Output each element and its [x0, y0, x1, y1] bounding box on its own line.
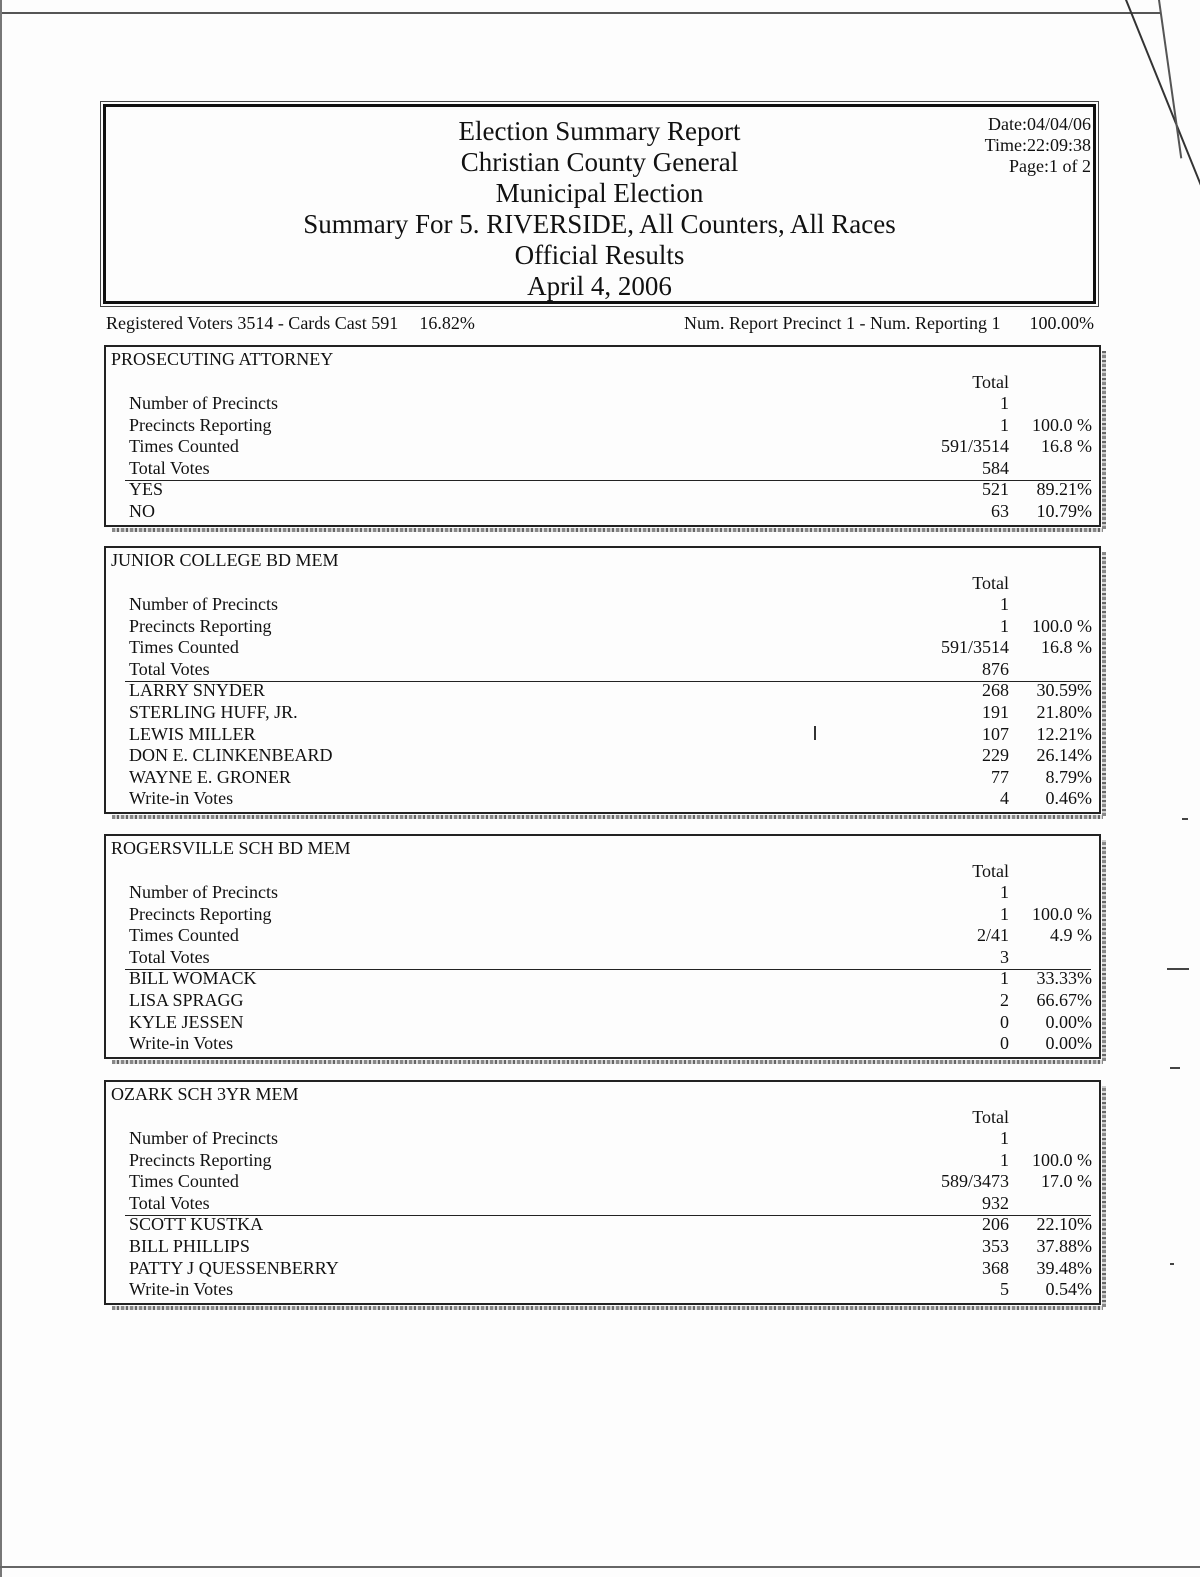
row-value: 1 [1000, 594, 1009, 614]
row-value: 268 [982, 680, 1009, 701]
total-column-header: Total [972, 573, 1009, 594]
row-percent: 12.21% [1036, 723, 1092, 744]
candidate-row [106, 1279, 1099, 1301]
race-title: ROGERSVILLE SCH BD MEM [111, 838, 351, 858]
row-value: 206 [982, 1214, 1009, 1235]
report-stamp [985, 114, 1091, 177]
candidate-row [106, 1012, 1099, 1034]
row-label: Precincts Reporting [129, 615, 272, 636]
row-percent: 100.0 % [1032, 615, 1092, 636]
row-label: Total Votes [129, 457, 210, 478]
race-box [104, 345, 1101, 527]
row-value: 521 [982, 479, 1009, 500]
stat-row [106, 925, 1099, 947]
row-label: Precincts Reporting [129, 1149, 272, 1170]
stat-row [106, 882, 1099, 904]
row-label: Precincts Reporting [129, 903, 272, 924]
report-time: Time:22:09:38 [984, 135, 1091, 155]
row-label: NO [129, 501, 155, 521]
row-value: 107 [982, 723, 1009, 744]
row-value: 1 [1000, 903, 1009, 924]
candidate-row [106, 1258, 1099, 1280]
margin-mark [1182, 818, 1188, 820]
row-value: 591/3514 [940, 637, 1009, 658]
report-title-block [106, 116, 1093, 302]
row-label: DON E. CLINKENBEARD [129, 745, 333, 766]
row-label: STERLING HUFF, JR. [129, 702, 298, 722]
row-label: Total Votes [129, 946, 210, 967]
row-percent: 0.00% [1045, 1011, 1092, 1032]
row-percent: 26.14% [1036, 745, 1092, 766]
row-percent: 0.00% [1045, 1033, 1092, 1054]
row-value: 591/3514 [940, 436, 1009, 457]
row-label: Number of Precincts [129, 393, 278, 413]
row-label: Number of Precincts [129, 594, 278, 614]
row-label: Number of Precincts [129, 882, 278, 902]
scan-edge-top [0, 12, 1160, 14]
candidate-row [106, 767, 1099, 789]
row-label: WAYNE E. GRONER [129, 766, 291, 787]
stat-row [106, 637, 1099, 659]
row-percent: 8.79% [1045, 766, 1092, 787]
row-value: 1 [1000, 615, 1009, 636]
stat-row [106, 415, 1099, 437]
row-percent: 17.0 % [1041, 1171, 1092, 1192]
row-label: BILL WOMACK [129, 968, 257, 989]
race-box [104, 1080, 1101, 1305]
row-value: 1 [1000, 1128, 1009, 1148]
row-value: 2 [1000, 990, 1009, 1010]
candidate-row [106, 1033, 1099, 1055]
stat-row [106, 1128, 1099, 1150]
row-value: 1 [1000, 393, 1009, 413]
row-label: LARRY SNYDER [129, 680, 265, 701]
row-value: 1 [1000, 414, 1009, 435]
row-percent: 16.8 % [1041, 436, 1092, 457]
stat-row [106, 1150, 1099, 1172]
row-value: 584 [982, 457, 1009, 478]
row-percent: 16.8 % [1041, 637, 1092, 658]
report-page: Page:1 of 2 [1009, 156, 1091, 176]
stat-row [106, 594, 1099, 616]
row-percent: 10.79% [1036, 501, 1092, 521]
row-value: 5 [1000, 1279, 1009, 1300]
race-box [104, 834, 1101, 1059]
row-label: Times Counted [129, 637, 239, 658]
scan-fold-line-2 [1158, 0, 1182, 158]
row-value: 876 [982, 658, 1009, 679]
stat-row [106, 1193, 1099, 1215]
row-percent: 66.67% [1036, 990, 1092, 1010]
total-column-header: Total [972, 372, 1009, 393]
row-percent: 4.9 % [1050, 925, 1092, 946]
row-value: 191 [982, 702, 1009, 722]
total-column-header: Total [972, 861, 1009, 882]
row-label: LEWIS MILLER [129, 723, 256, 744]
row-percent: 100.0 % [1032, 903, 1092, 924]
candidate-row [106, 680, 1099, 702]
race-box [104, 546, 1101, 814]
scan-edge-bottom [0, 1566, 1200, 1568]
margin-mark [1170, 1067, 1180, 1069]
report-summary-for: Summary For 5. RIVERSIDE, All Counters, All Races [303, 209, 896, 239]
stat-row [106, 458, 1099, 480]
reporting-summary [684, 313, 1094, 334]
candidate-row [106, 479, 1099, 501]
total-column-header: Total [972, 1107, 1009, 1128]
row-label: Write-in Votes [129, 788, 234, 809]
candidate-row [106, 501, 1099, 523]
candidate-row [106, 745, 1099, 767]
row-percent: 22.10% [1036, 1214, 1092, 1235]
row-percent: 30.59% [1036, 680, 1092, 701]
row-value: 2/41 [976, 925, 1009, 946]
row-label: YES [129, 479, 164, 500]
report-official: Official Results [514, 240, 685, 270]
row-percent: 100.0 % [1032, 1149, 1092, 1170]
report-title: Election Summary Report [458, 116, 741, 146]
row-value: 3 [1000, 946, 1009, 967]
row-label: Total Votes [129, 658, 210, 679]
scan-edge-left [0, 0, 2, 1577]
race-title: PROSECUTING ATTORNEY [111, 349, 334, 369]
row-percent: 0.54% [1045, 1279, 1092, 1300]
row-percent: 0.46% [1045, 788, 1092, 809]
row-value: 1 [1000, 968, 1009, 989]
row-label: PATTY J QUESSENBERRY [129, 1257, 339, 1278]
report-date-line: April 4, 2006 [527, 271, 672, 301]
margin-mark [1167, 968, 1189, 970]
row-label: Times Counted [129, 925, 239, 946]
stat-row [106, 436, 1099, 458]
report-county: Christian County General [460, 147, 739, 177]
row-label: Write-in Votes [129, 1279, 234, 1300]
registered-voters [106, 313, 475, 334]
race-title: OZARK SCH 3YR MEM [111, 1084, 299, 1104]
candidate-row [106, 788, 1099, 810]
row-value: 353 [982, 1236, 1009, 1256]
registered-pct: 16.82% [419, 313, 475, 333]
row-label: Times Counted [129, 436, 239, 457]
row-value: 1 [1000, 882, 1009, 902]
registered-text: Registered Voters 3514 - Cards Cast 591 [106, 313, 399, 333]
candidate-row [106, 1214, 1099, 1236]
summary-line [106, 313, 1094, 335]
row-label: KYLE JESSEN [129, 1011, 244, 1032]
row-value: 77 [991, 766, 1009, 787]
reporting-pct: 100.00% [1029, 313, 1094, 333]
candidate-row [106, 1236, 1099, 1258]
margin-mark [1170, 1263, 1174, 1265]
report-date: Date:04/04/06 [988, 114, 1091, 134]
row-value: 932 [982, 1192, 1009, 1213]
candidate-row [106, 702, 1099, 724]
row-label: SCOTT KUSTKA [129, 1214, 264, 1235]
stat-row [106, 616, 1099, 638]
row-value: 63 [991, 501, 1009, 521]
candidate-row [106, 968, 1099, 990]
row-value: 368 [982, 1257, 1009, 1278]
stat-row [106, 659, 1099, 681]
row-label: Times Counted [129, 1171, 239, 1192]
row-value: 0 [1000, 1011, 1009, 1032]
report-header [103, 104, 1096, 304]
row-label: Number of Precincts [129, 1128, 278, 1148]
row-value: 0 [1000, 1033, 1009, 1054]
row-label: BILL PHILLIPS [129, 1236, 250, 1256]
row-value: 1 [1000, 1149, 1009, 1170]
row-value: 4 [1000, 788, 1009, 809]
row-percent: 39.48% [1036, 1257, 1092, 1278]
report-election: Municipal Election [495, 178, 704, 208]
stat-row [106, 947, 1099, 969]
candidate-row [106, 990, 1099, 1012]
stat-row [106, 393, 1099, 415]
row-percent: 37.88% [1036, 1236, 1092, 1256]
row-value: 229 [982, 745, 1009, 766]
stray-mark [814, 726, 816, 740]
race-title: JUNIOR COLLEGE BD MEM [111, 550, 339, 570]
row-percent: 100.0 % [1032, 414, 1092, 435]
row-value: 589/3473 [940, 1171, 1009, 1192]
candidate-row [106, 724, 1099, 746]
row-label: Precincts Reporting [129, 414, 272, 435]
stat-row [106, 1171, 1099, 1193]
row-percent: 21.80% [1036, 702, 1092, 722]
row-label: Write-in Votes [129, 1033, 234, 1054]
reporting-text: Num. Report Precinct 1 - Num. Reporting 1 [684, 313, 1001, 333]
stat-row [106, 904, 1099, 926]
row-percent: 33.33% [1036, 968, 1092, 989]
row-percent: 89.21% [1036, 479, 1092, 500]
row-label: LISA SPRAGG [129, 990, 244, 1010]
row-label: Total Votes [129, 1192, 210, 1213]
